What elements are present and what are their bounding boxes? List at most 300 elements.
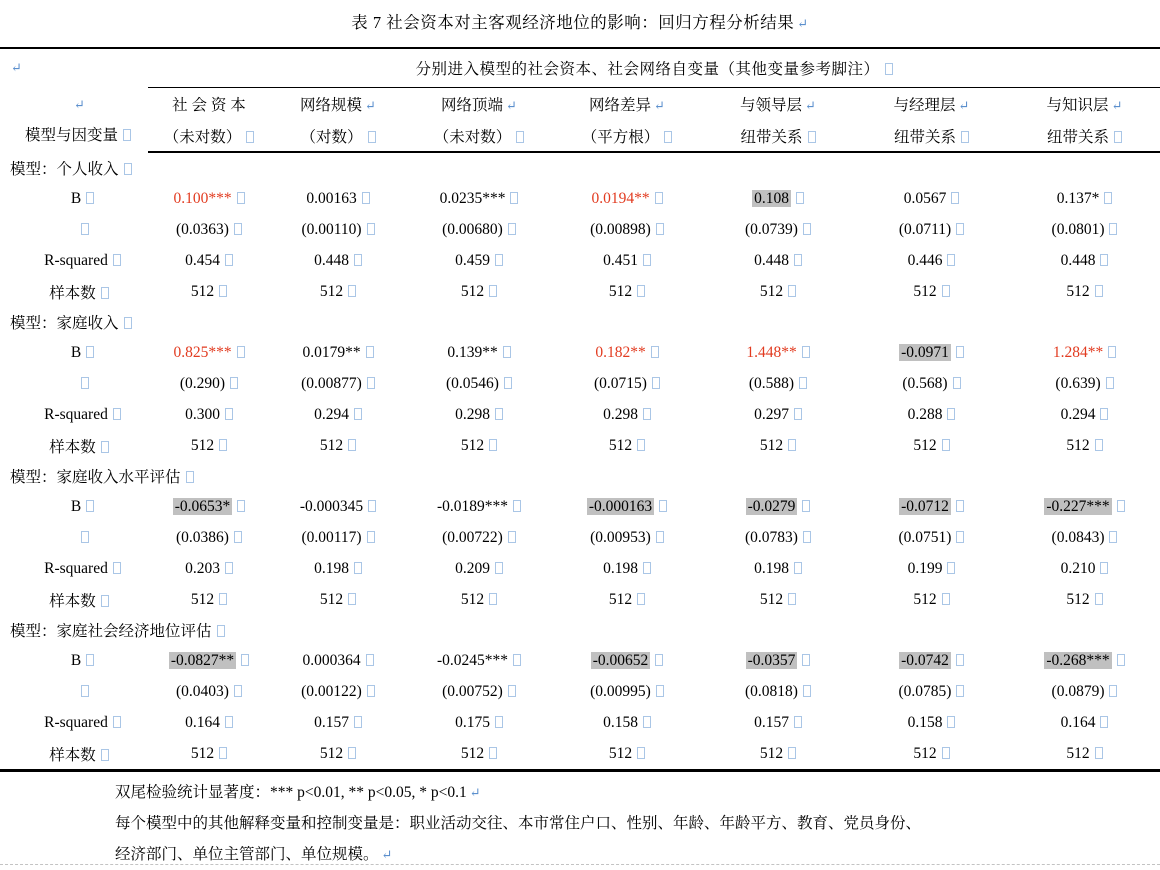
value-cell: [270, 676, 406, 707]
value-text: (0.0711): [898, 220, 952, 238]
invisible-char-box-icon: [489, 593, 497, 605]
value-cell: [702, 183, 854, 214]
value-cell: [552, 399, 702, 430]
corner-empty-cell: [0, 48, 148, 88]
col-header-text: （对数）: [300, 128, 363, 146]
return-mark-icon: ↵: [381, 847, 393, 862]
span-header-cell: [148, 48, 1160, 88]
value-cell: [854, 337, 1009, 368]
value-cell: [406, 553, 552, 584]
stderr-row: [0, 522, 1160, 553]
model-section-title: [0, 152, 1160, 183]
invisible-char-box-icon: [947, 254, 955, 266]
value-cell: [270, 399, 406, 430]
invisible-char-box-icon: [489, 439, 497, 451]
value-text: (0.00898): [590, 220, 651, 238]
value-cell: [702, 676, 854, 707]
value-cell: [406, 645, 552, 676]
value-text: 0.300: [185, 405, 220, 423]
coefficient-row: [0, 337, 1160, 368]
row-label-text: B: [70, 497, 82, 515]
col-header-line2-cell: [702, 120, 854, 152]
value-text: 512: [190, 590, 215, 608]
footnote-significance: [115, 777, 1160, 808]
value-text: (0.0783): [745, 528, 798, 546]
value-text: 0.825***: [173, 343, 232, 361]
value-cell: [406, 214, 552, 245]
invisible-char-box-icon: [947, 562, 955, 574]
value-text: -0.0742: [901, 651, 949, 669]
value-cell: [148, 491, 270, 522]
col-header-text: 与知识层: [1046, 97, 1109, 114]
invisible-char-box-icon: [368, 131, 376, 143]
value-cell: [406, 430, 552, 461]
value-text: -0.0245***: [436, 651, 509, 669]
invisible-char-box-icon: [348, 285, 356, 297]
value-cell: [148, 522, 270, 553]
invisible-char-box-icon: [1104, 192, 1112, 204]
value-cell: [270, 738, 406, 771]
value-cell: [1009, 337, 1160, 368]
value-text: (0.0386): [176, 528, 229, 546]
invisible-char-box-icon: [788, 593, 796, 605]
col-header-line1-cell: [1009, 88, 1160, 121]
col-header-text: （平方根）: [581, 128, 660, 146]
invisible-char-box-icon: [1109, 531, 1117, 543]
invisible-char-box-icon: [794, 254, 802, 266]
invisible-char-box-icon: [101, 287, 109, 299]
row-label-text: R-squared: [44, 559, 108, 577]
value-text: 512: [1066, 744, 1090, 762]
invisible-char-box-icon: [942, 747, 950, 759]
column-header-row-2: [0, 120, 1160, 152]
row-label-text: B: [70, 189, 82, 207]
value-cell: [148, 430, 270, 461]
invisible-char-box-icon: [664, 131, 672, 143]
invisible-char-box-icon: [956, 223, 964, 235]
corner-label-cell: [0, 88, 148, 153]
value-cell: [270, 368, 406, 399]
value-text: -0.0279: [747, 497, 796, 515]
invisible-char-box-icon: [504, 377, 512, 389]
value-cell: [702, 491, 854, 522]
invisible-char-box-icon: [655, 654, 663, 666]
value-cell: [702, 368, 854, 399]
value-cell: [1009, 645, 1160, 676]
value-cell: [552, 276, 702, 307]
invisible-char-box-icon: [241, 654, 249, 666]
value-cell: [854, 430, 1009, 461]
value-cell: [148, 738, 270, 771]
value-cell: [1009, 183, 1160, 214]
value-text: 1.448**: [746, 343, 797, 361]
invisible-char-box-icon: [1117, 654, 1125, 666]
value-cell: [552, 214, 702, 245]
col-header-text: 社 会 资 本: [172, 97, 246, 114]
value-cell: [702, 522, 854, 553]
row-label-text: 样本数: [49, 284, 96, 302]
invisible-char-box-icon: [101, 749, 109, 761]
value-text: (0.0818): [745, 682, 798, 700]
value-text: 512: [759, 436, 784, 454]
value-text: 0.448: [754, 251, 789, 269]
value-cell: [854, 522, 1009, 553]
sample-size-row: [0, 584, 1160, 615]
corner-label-line: [8, 120, 148, 151]
value-cell: [406, 183, 552, 214]
row-label-cell: [0, 584, 148, 615]
invisible-char-box-icon: [219, 747, 227, 759]
stderr-row: [0, 676, 1160, 707]
value-text: 0.451: [603, 251, 638, 269]
value-text: 512: [460, 282, 485, 300]
invisible-char-box-icon: [956, 685, 964, 697]
value-cell: [1009, 522, 1160, 553]
invisible-char-box-icon: [656, 531, 664, 543]
invisible-char-box-icon: [219, 593, 227, 605]
invisible-char-box-icon: [794, 716, 802, 728]
row-label-cell: [0, 553, 148, 584]
row-label-text: R-squared: [44, 405, 108, 423]
value-cell: [702, 430, 854, 461]
return-mark-icon: ↵: [11, 60, 22, 76]
row-label-cell: [0, 337, 148, 368]
invisible-char-box-icon: [354, 254, 362, 266]
invisible-char-box-icon: [225, 562, 233, 574]
invisible-char-box-icon: [794, 408, 802, 420]
value-cell: [702, 738, 854, 771]
value-cell: [702, 214, 854, 245]
col-header-line1-cell: [552, 88, 702, 121]
model-section-row: [0, 615, 1160, 645]
value-cell: [854, 214, 1009, 245]
invisible-char-box-icon: [513, 500, 521, 512]
coefficient-row: [0, 183, 1160, 214]
col-header-line2-cell: [148, 120, 270, 152]
value-cell: [270, 584, 406, 615]
invisible-char-box-icon: [113, 562, 121, 574]
value-text: 0.0194**: [591, 189, 650, 207]
value-cell: [148, 645, 270, 676]
model-section-title: [0, 307, 1160, 337]
invisible-char-box-icon: [802, 346, 810, 358]
value-cell: [406, 337, 552, 368]
col-header-text: 网络顶端: [441, 97, 504, 114]
value-cell: [270, 522, 406, 553]
value-text: 512: [460, 590, 485, 608]
invisible-char-box-icon: [86, 654, 94, 666]
value-text: 512: [319, 436, 344, 454]
value-text: 512: [608, 282, 633, 300]
value-cell: [552, 738, 702, 771]
invisible-char-box-icon: [961, 131, 969, 143]
value-text: (0.0715): [594, 374, 647, 392]
value-cell: [270, 707, 406, 738]
table-footnotes: [115, 777, 1160, 870]
value-text: 512: [319, 590, 344, 608]
value-text: 0.199: [907, 559, 943, 577]
table-header: [0, 48, 1160, 152]
col-header-line2-cell: [1009, 120, 1160, 152]
invisible-char-box-icon: [225, 716, 233, 728]
invisible-char-box-icon: [1095, 439, 1103, 451]
row-label-text: B: [70, 343, 82, 361]
col-header-line1-cell: [702, 88, 854, 121]
value-text: 512: [759, 282, 784, 300]
col-header-line2-cell: [270, 120, 406, 152]
value-text: 0.157: [754, 713, 789, 731]
invisible-char-box-icon: [637, 593, 645, 605]
span-header-row: [0, 48, 1160, 88]
value-cell: [854, 738, 1009, 771]
value-cell: [1009, 584, 1160, 615]
value-text: 0.294: [1060, 405, 1096, 423]
invisible-char-box-icon: [113, 408, 121, 420]
value-cell: [702, 584, 854, 615]
value-text: (0.0363): [176, 220, 229, 238]
value-cell: [854, 399, 1009, 430]
invisible-char-box-icon: [1100, 254, 1108, 266]
model-section-text: 模型：个人收入: [10, 161, 119, 178]
invisible-char-box-icon: [951, 192, 959, 204]
value-text: 0.137*: [1056, 189, 1100, 207]
value-cell: [1009, 707, 1160, 738]
value-text: 0.198: [314, 559, 349, 577]
stderr-row: [0, 368, 1160, 399]
invisible-char-box-icon: [885, 63, 893, 75]
col-header-text: 纽带关系: [740, 128, 803, 146]
value-text: -0.0712: [901, 497, 949, 515]
value-text: 512: [913, 282, 937, 300]
value-text: -0.00652: [592, 651, 649, 669]
value-text: 0.446: [907, 251, 943, 269]
value-text: 512: [1066, 436, 1090, 454]
col-header-line1-cell: [270, 88, 406, 121]
value-text: 0.454: [185, 251, 220, 269]
invisible-char-box-icon: [354, 408, 362, 420]
invisible-char-box-icon: [237, 192, 245, 204]
value-cell: [1009, 676, 1160, 707]
value-text: (0.00722): [442, 528, 503, 546]
row-label-text: R-squared: [44, 251, 108, 269]
model-section-text: 模型：家庭收入水平评估: [10, 469, 181, 486]
column-header-row-1: [0, 88, 1160, 121]
sample-size-row: [0, 276, 1160, 307]
value-text: 0.0179**: [302, 343, 361, 361]
invisible-char-box-icon: [124, 163, 132, 175]
value-text: 0.198: [754, 559, 789, 577]
value-cell: [854, 368, 1009, 399]
invisible-char-box-icon: [802, 654, 810, 666]
value-text: 512: [913, 590, 937, 608]
model-section-row: [0, 152, 1160, 183]
invisible-char-box-icon: [234, 685, 242, 697]
value-text: 0.00163: [306, 189, 357, 207]
col-header-line2-cell: [552, 120, 702, 152]
invisible-char-box-icon: [656, 685, 664, 697]
invisible-char-box-icon: [348, 747, 356, 759]
value-text: 0.210: [1060, 559, 1096, 577]
value-cell: [552, 553, 702, 584]
invisible-char-box-icon: [942, 593, 950, 605]
value-cell: [270, 245, 406, 276]
invisible-char-box-icon: [637, 439, 645, 451]
return-mark-icon: ↵: [469, 785, 481, 800]
invisible-char-box-icon: [186, 471, 194, 483]
invisible-char-box-icon: [659, 500, 667, 512]
value-cell: [148, 337, 270, 368]
invisible-char-box-icon: [366, 346, 374, 358]
invisible-char-box-icon: [643, 408, 651, 420]
value-cell: [406, 491, 552, 522]
invisible-char-box-icon: [367, 223, 375, 235]
value-cell: [854, 553, 1009, 584]
invisible-char-box-icon: [503, 346, 511, 358]
r-squared-row: [0, 553, 1160, 584]
invisible-char-box-icon: [489, 285, 497, 297]
value-cell: [148, 584, 270, 615]
value-text: 512: [608, 590, 633, 608]
value-text: 0.203: [185, 559, 220, 577]
invisible-char-box-icon: [803, 223, 811, 235]
value-text: -0.268***: [1046, 651, 1110, 669]
r-squared-row: [0, 245, 1160, 276]
invisible-char-box-icon: [81, 685, 89, 697]
invisible-char-box-icon: [366, 654, 374, 666]
value-cell: [552, 676, 702, 707]
value-cell: [270, 491, 406, 522]
invisible-char-box-icon: [1109, 223, 1117, 235]
invisible-char-box-icon: [652, 377, 660, 389]
invisible-char-box-icon: [219, 439, 227, 451]
value-text: 0.100***: [173, 189, 232, 207]
invisible-char-box-icon: [942, 285, 950, 297]
footnote-controls-2: [115, 839, 1160, 870]
value-cell: [854, 645, 1009, 676]
value-text: (0.290): [179, 374, 226, 392]
value-text: 0.157: [314, 713, 349, 731]
value-text: 0.108: [754, 189, 789, 207]
value-cell: [148, 214, 270, 245]
regression-table: [0, 47, 1160, 772]
invisible-char-box-icon: [803, 531, 811, 543]
invisible-char-box-icon: [651, 346, 659, 358]
col-header-line2-cell: [854, 120, 1009, 152]
invisible-char-box-icon: [123, 129, 131, 141]
value-cell: [148, 368, 270, 399]
model-section-row: [0, 307, 1160, 337]
value-cell: [552, 645, 702, 676]
invisible-char-box-icon: [808, 131, 816, 143]
value-text: 512: [913, 744, 937, 762]
invisible-char-box-icon: [1100, 408, 1108, 420]
footnote-text: 经济部门、单位主管部门、单位规模。: [115, 846, 379, 863]
value-cell: [552, 707, 702, 738]
model-section-text: 模型：家庭收入: [10, 315, 119, 332]
value-text: -0.0357: [747, 651, 796, 669]
value-cell: [552, 522, 702, 553]
invisible-char-box-icon: [234, 223, 242, 235]
invisible-char-box-icon: [86, 500, 94, 512]
row-label-cell: [0, 368, 148, 399]
invisible-char-box-icon: [81, 223, 89, 235]
invisible-char-box-icon: [788, 285, 796, 297]
model-section-title: [0, 615, 1160, 645]
return-mark-icon: ↵: [797, 16, 809, 31]
invisible-char-box-icon: [101, 595, 109, 607]
invisible-char-box-icon: [1108, 346, 1116, 358]
table-caption: [0, 0, 1160, 47]
value-cell: [406, 707, 552, 738]
invisible-char-box-icon: [1095, 285, 1103, 297]
invisible-char-box-icon: [81, 377, 89, 389]
return-mark-icon: ↵: [958, 98, 970, 113]
value-cell: [148, 245, 270, 276]
col-header-line1-cell: [148, 88, 270, 121]
value-text: (0.0546): [446, 374, 499, 392]
row-label-cell: [0, 707, 148, 738]
value-text: 0.139**: [447, 343, 498, 361]
row-label-cell: [0, 645, 148, 676]
invisible-char-box-icon: [1095, 747, 1103, 759]
value-text: 0.297: [754, 405, 789, 423]
invisible-char-box-icon: [348, 593, 356, 605]
value-cell: [1009, 276, 1160, 307]
invisible-char-box-icon: [1117, 500, 1125, 512]
value-text: -0.000345: [299, 497, 364, 515]
invisible-char-box-icon: [489, 747, 497, 759]
value-cell: [1009, 399, 1160, 430]
col-header-text: 与领导层: [740, 97, 803, 114]
value-cell: [702, 553, 854, 584]
invisible-char-box-icon: [113, 716, 121, 728]
value-text: -0.0653*: [174, 497, 231, 515]
value-cell: [148, 399, 270, 430]
value-text: 512: [460, 744, 485, 762]
value-text: 512: [608, 436, 633, 454]
invisible-char-box-icon: [367, 531, 375, 543]
row-label-cell: [0, 676, 148, 707]
invisible-char-box-icon: [508, 685, 516, 697]
coefficient-row: [0, 645, 1160, 676]
invisible-char-box-icon: [508, 223, 516, 235]
col-header-line2-cell: [406, 120, 552, 152]
row-label-cell: [0, 491, 148, 522]
col-header-text: （未对数）: [433, 128, 512, 146]
value-text: 512: [913, 436, 937, 454]
col-header-text: 与经理层: [893, 97, 956, 114]
invisible-char-box-icon: [113, 254, 121, 266]
row-label-cell: [0, 183, 148, 214]
corner-label-text: 模型与因变量: [24, 126, 118, 144]
value-text: 0.158: [603, 713, 638, 731]
invisible-char-box-icon: [508, 531, 516, 543]
value-cell: [552, 245, 702, 276]
value-cell: [406, 399, 552, 430]
value-cell: [148, 276, 270, 307]
value-text: 512: [1066, 282, 1090, 300]
return-mark-icon: ↵: [74, 96, 85, 112]
col-header-line1-cell: [854, 88, 1009, 121]
value-text: 512: [1066, 590, 1090, 608]
value-text: 0.298: [455, 405, 490, 423]
invisible-char-box-icon: [799, 377, 807, 389]
value-text: (0.568): [902, 374, 948, 392]
invisible-char-box-icon: [956, 500, 964, 512]
value-text: 0.175: [455, 713, 490, 731]
invisible-char-box-icon: [643, 254, 651, 266]
invisible-char-box-icon: [794, 562, 802, 574]
